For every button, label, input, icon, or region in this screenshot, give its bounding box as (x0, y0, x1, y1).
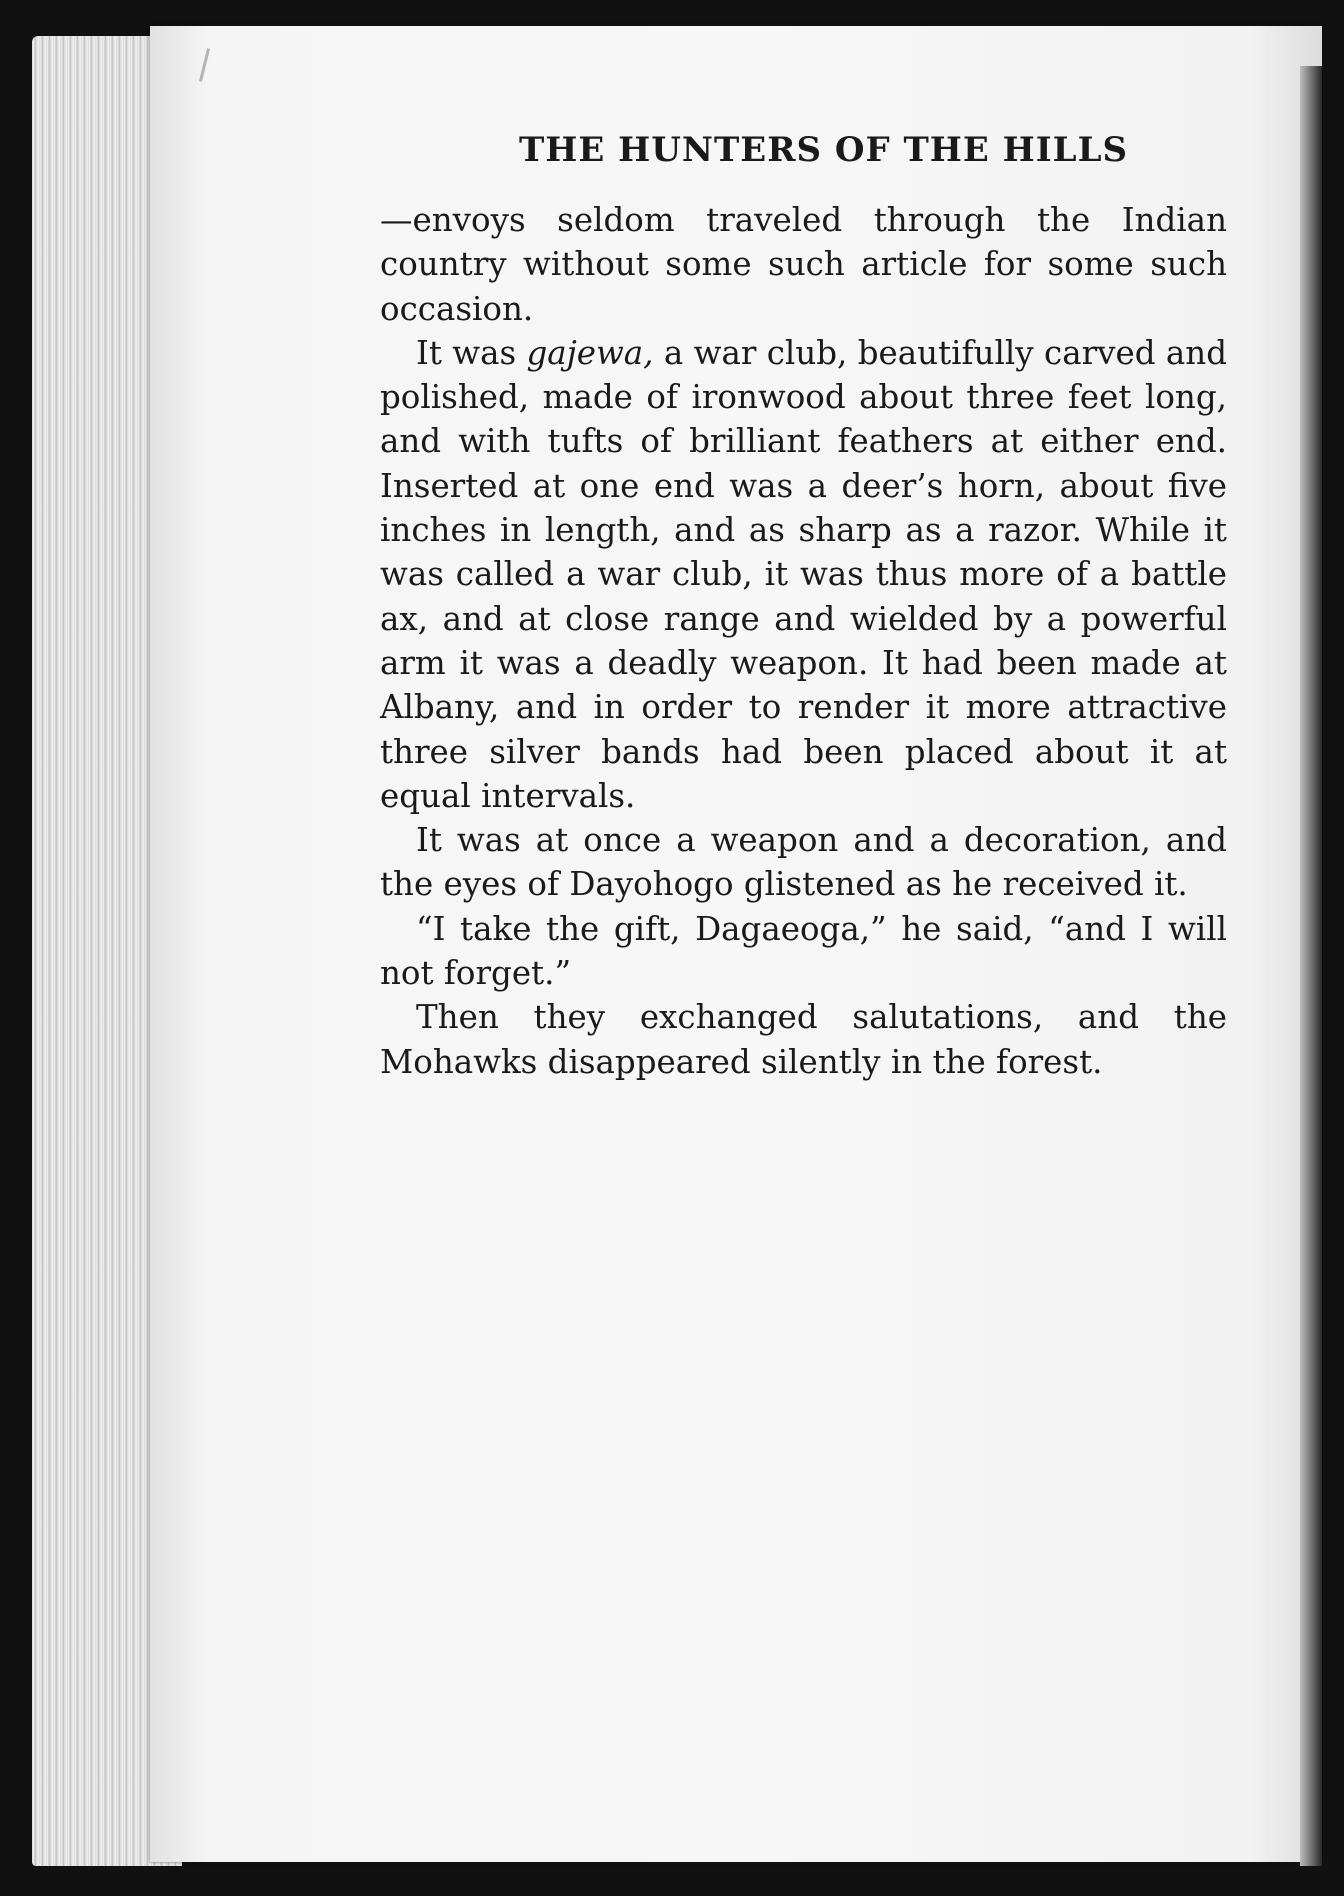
paragraph-gajewa (230, 331, 1227, 818)
italic-word-gajewa: gajewa, (526, 333, 654, 372)
page-right-shadow (1300, 66, 1322, 1866)
running-head: THE HUNTERS OF THE HILLS (518, 130, 1129, 170)
paragraph-continuation: —envoys seldom traveled through the Indian country without some such article for some such occasion. (380, 201, 1227, 328)
page-text (230, 130, 1227, 1084)
paragraph-farewell: Then they exchanged salutations, and the Mohawks disappeared silently in the forest. (380, 998, 1227, 1081)
paragraph-gajewa-start: It was (416, 333, 527, 372)
paragraph-decoration: It was at once a weapon and a decoration, and the eyes of Dayohogo glistened as he received it. (380, 821, 1227, 904)
paragraph-gajewa-rest: a war club, beautifully carved and polished, made of ironwood about three feet long, and with tufts of brilliant feathers at either end. Inserted at one end was a deer’s horn, about five inches in length, and as sharp as a razor. While it was called a war club, it was thus more of a battle ax, and at close range and wielded by a powerful arm it was a deadly weapon. It had been made at Albany, and in order to render it more attractive three silver bands had been placed about it at equal intervals. (380, 333, 1227, 815)
paragraph-dialogue: “I take the gift, Dagaeoga,” he said, “and I will not forget.” (380, 909, 1227, 993)
